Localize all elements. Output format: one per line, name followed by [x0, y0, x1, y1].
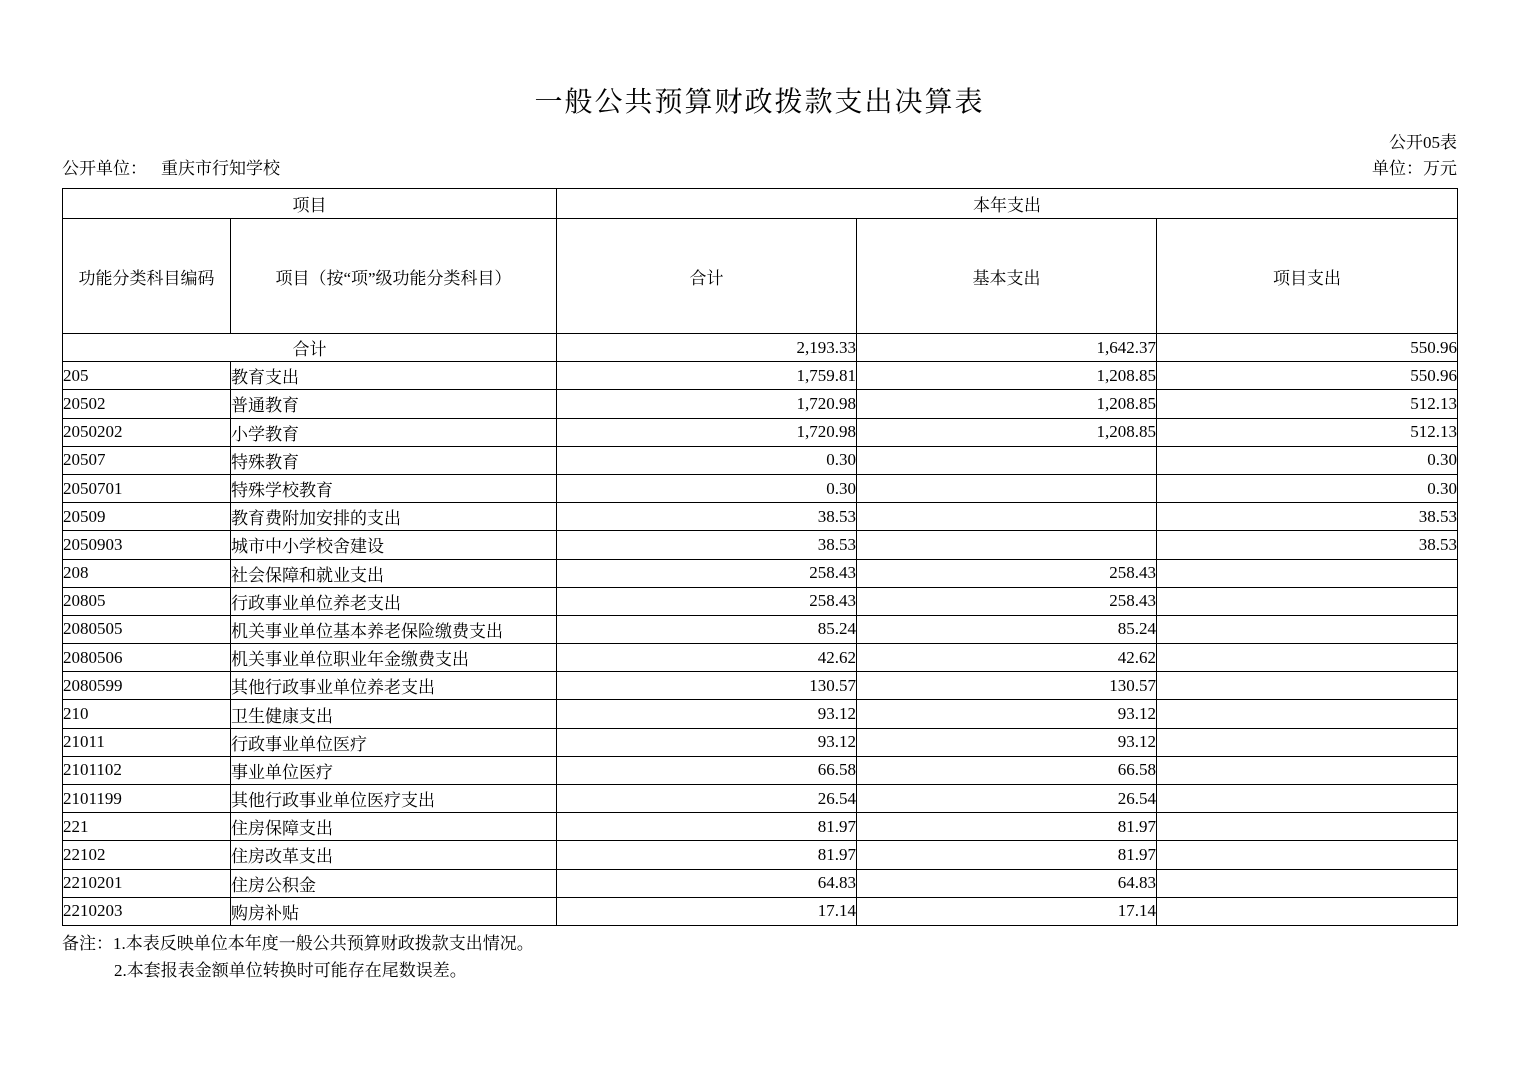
row-project-cell	[1157, 813, 1458, 841]
row-code-cell: 205	[63, 362, 231, 390]
header-col-item: 项目（按“项”级功能分类科目）	[231, 219, 557, 334]
header-columns-row	[63, 219, 1458, 334]
row-total-cell: 0.30	[557, 474, 857, 502]
table-row	[63, 362, 1458, 390]
table-row	[63, 587, 1458, 615]
header-group-item: 项目	[63, 189, 557, 219]
row-basic-cell: 258.43	[857, 587, 1157, 615]
row-basic-cell: 81.97	[857, 841, 1157, 869]
budget-table	[62, 188, 1458, 926]
row-code-cell: 210	[63, 700, 231, 728]
table-row	[63, 672, 1458, 700]
row-total-cell: 2,193.33	[557, 334, 857, 362]
row-project-cell: 38.53	[1157, 531, 1458, 559]
row-basic-cell	[857, 531, 1157, 559]
table-row	[63, 841, 1458, 869]
row-project-cell	[1157, 869, 1458, 897]
row-total-cell: 42.62	[557, 644, 857, 672]
row-total-cell: 38.53	[557, 503, 857, 531]
row-code-cell: 21011	[63, 728, 231, 756]
row-total-cell: 81.97	[557, 813, 857, 841]
table-row	[63, 503, 1458, 531]
row-basic-cell: 64.83	[857, 869, 1157, 897]
row-project-cell: 0.30	[1157, 446, 1458, 474]
header-col-basic: 基本支出	[857, 219, 1157, 334]
row-code-cell: 20502	[63, 390, 231, 418]
money-unit-label: 单位：万元	[1372, 159, 1457, 178]
table-row	[63, 785, 1458, 813]
row-project-cell: 512.13	[1157, 390, 1458, 418]
table-header	[63, 189, 1458, 334]
row-total-cell: 1,720.98	[557, 418, 857, 446]
table-row	[63, 615, 1458, 643]
row-code-cell: 2101199	[63, 785, 231, 813]
row-basic-cell: 17.14	[857, 897, 1157, 925]
row-name-cell: 住房保障支出	[231, 813, 557, 841]
note-text-2: 2.本套报表金额单位转换时可能存在尾数误差。	[114, 960, 467, 980]
meta-row	[62, 157, 1457, 181]
row-name-cell: 事业单位医疗	[231, 756, 557, 784]
row-code-cell: 22102	[63, 841, 231, 869]
note-text-1: 1.本表反映单位本年度一般公共预算财政拨款支出情况。	[113, 933, 534, 953]
row-total-cell: 81.97	[557, 841, 857, 869]
row-project-cell	[1157, 756, 1458, 784]
table-row	[63, 813, 1458, 841]
table-body	[63, 334, 1458, 926]
row-total-cell: 93.12	[557, 700, 857, 728]
row-project-cell	[1157, 897, 1458, 925]
row-total-cell: 1,759.81	[557, 362, 857, 390]
row-basic-cell: 1,208.85	[857, 390, 1157, 418]
publishing-unit-label: 公开单位：	[62, 159, 147, 178]
row-basic-cell: 42.62	[857, 644, 1157, 672]
header-group-row	[63, 189, 1458, 219]
row-basic-cell: 1,642.37	[857, 334, 1157, 362]
row-name-cell: 城市中小学校舍建设	[231, 531, 557, 559]
row-name-cell: 住房公积金	[231, 869, 557, 897]
table-row	[63, 644, 1458, 672]
table-row	[63, 869, 1458, 897]
row-total-cell: 258.43	[557, 559, 857, 587]
table-row	[63, 474, 1458, 502]
row-name-cell: 其他行政事业单位养老支出	[231, 672, 557, 700]
row-project-cell	[1157, 841, 1458, 869]
row-basic-cell	[857, 503, 1157, 531]
row-project-cell	[1157, 785, 1458, 813]
row-project-cell: 0.30	[1157, 474, 1458, 502]
row-basic-cell: 85.24	[857, 615, 1157, 643]
row-code-cell: 20509	[63, 503, 231, 531]
row-total-cell: 0.30	[557, 446, 857, 474]
row-code-cell: 2050701	[63, 474, 231, 502]
row-name-cell: 特殊学校教育	[231, 474, 557, 502]
row-project-cell	[1157, 700, 1458, 728]
row-total-cell: 64.83	[557, 869, 857, 897]
table-row	[63, 446, 1458, 474]
row-basic-cell: 81.97	[857, 813, 1157, 841]
row-total-cell: 1,720.98	[557, 390, 857, 418]
row-project-cell: 38.53	[1157, 503, 1458, 531]
row-project-cell	[1157, 644, 1458, 672]
row-code-cell: 20507	[63, 446, 231, 474]
row-name-cell: 住房改革支出	[231, 841, 557, 869]
notes-section	[62, 930, 1457, 984]
row-project-cell: 550.96	[1157, 334, 1458, 362]
row-name-cell: 机关事业单位职业年金缴费支出	[231, 644, 557, 672]
row-name-cell: 社会保障和就业支出	[231, 559, 557, 587]
row-name-cell: 教育费附加安排的支出	[231, 503, 557, 531]
notes-label: 备注：	[62, 933, 113, 953]
page-title: 一般公共预算财政拨款支出决算表	[534, 87, 985, 118]
table-row	[63, 756, 1458, 784]
row-project-cell	[1157, 728, 1458, 756]
note-line-2	[62, 957, 1457, 984]
note-line-1	[62, 930, 1457, 957]
table-number-label: 公开05表	[1389, 133, 1457, 152]
table-row	[63, 531, 1458, 559]
row-code-cell: 221	[63, 813, 231, 841]
row-project-cell: 550.96	[1157, 362, 1458, 390]
row-code-cell: 20805	[63, 587, 231, 615]
row-project-cell	[1157, 615, 1458, 643]
row-name-cell: 教育支出	[231, 362, 557, 390]
row-code-cell: 2050903	[63, 531, 231, 559]
row-basic-cell: 258.43	[857, 559, 1157, 587]
row-name-cell: 普通教育	[231, 390, 557, 418]
row-code-cell: 2080599	[63, 672, 231, 700]
table-row	[63, 897, 1458, 925]
row-name-cell: 卫生健康支出	[231, 700, 557, 728]
row-code-cell: 208	[63, 559, 231, 587]
header-col-project: 项目支出	[1157, 219, 1458, 334]
row-code-cell: 2210201	[63, 869, 231, 897]
table-row	[63, 700, 1458, 728]
row-total-cell: 93.12	[557, 728, 857, 756]
row-code-cell: 2050202	[63, 418, 231, 446]
row-name-cell: 合计	[63, 334, 557, 362]
table-row	[63, 559, 1458, 587]
header-group-current-year: 本年支出	[557, 189, 1458, 219]
row-project-cell	[1157, 587, 1458, 615]
row-code-cell: 2080506	[63, 644, 231, 672]
row-basic-cell	[857, 474, 1157, 502]
row-name-cell: 特殊教育	[231, 446, 557, 474]
row-project-cell	[1157, 672, 1458, 700]
row-code-cell: 2080505	[63, 615, 231, 643]
table-row	[63, 728, 1458, 756]
row-total-cell: 258.43	[557, 587, 857, 615]
row-basic-cell: 93.12	[857, 700, 1157, 728]
row-basic-cell: 26.54	[857, 785, 1157, 813]
publishing-unit-value: 重庆市行知学校	[161, 159, 280, 178]
header-col-total: 合计	[557, 219, 857, 334]
row-basic-cell: 66.58	[857, 756, 1157, 784]
row-name-cell: 机关事业单位基本养老保险缴费支出	[231, 615, 557, 643]
row-name-cell: 行政事业单位医疗	[231, 728, 557, 756]
header-col-code: 功能分类科目编码	[63, 219, 231, 334]
row-total-cell: 17.14	[557, 897, 857, 925]
row-total-cell: 85.24	[557, 615, 857, 643]
row-basic-cell: 1,208.85	[857, 362, 1157, 390]
row-basic-cell: 130.57	[857, 672, 1157, 700]
table-row	[63, 418, 1458, 446]
publishing-unit	[62, 157, 280, 181]
table-row	[63, 390, 1458, 418]
row-basic-cell: 1,208.85	[857, 418, 1157, 446]
table-row	[63, 334, 1458, 362]
row-basic-cell: 93.12	[857, 728, 1157, 756]
row-code-cell: 2210203	[63, 897, 231, 925]
row-total-cell: 130.57	[557, 672, 857, 700]
row-total-cell: 38.53	[557, 531, 857, 559]
row-total-cell: 26.54	[557, 785, 857, 813]
row-name-cell: 购房补贴	[231, 897, 557, 925]
row-total-cell: 66.58	[557, 756, 857, 784]
row-code-cell: 2101102	[63, 756, 231, 784]
row-name-cell: 小学教育	[231, 418, 557, 446]
row-name-cell: 其他行政事业单位医疗支出	[231, 785, 557, 813]
row-basic-cell	[857, 446, 1157, 474]
row-project-cell: 512.13	[1157, 418, 1458, 446]
row-name-cell: 行政事业单位养老支出	[231, 587, 557, 615]
row-project-cell	[1157, 559, 1458, 587]
